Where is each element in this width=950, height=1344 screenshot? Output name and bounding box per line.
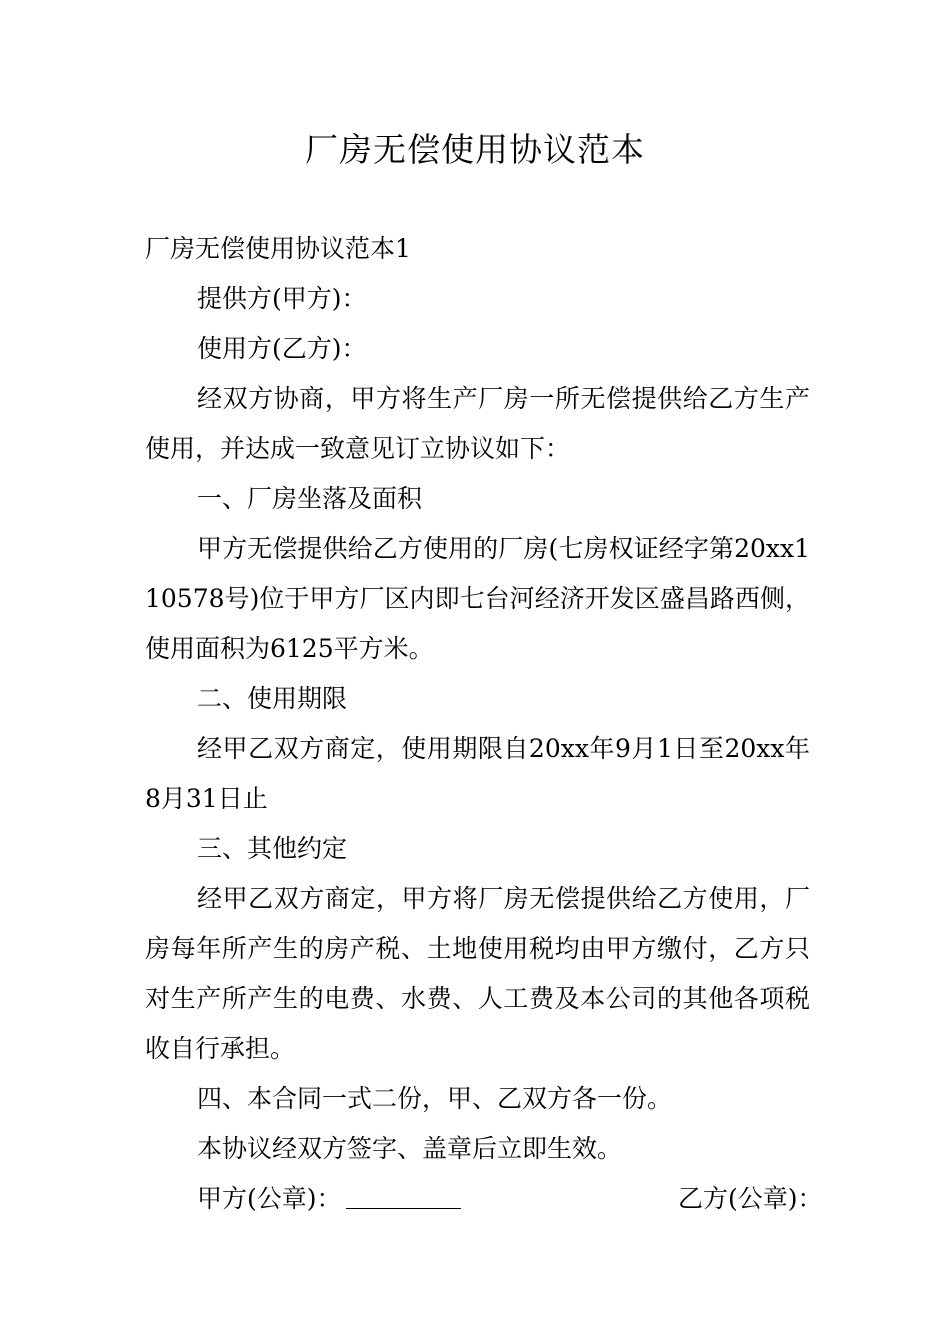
clause-other-paragraph: 经甲乙双方商定，甲方将厂房无偿提供给乙方使用，厂房每年所产生的房产税、土地使用税均由甲方缴付，乙方只对生产所产生的电费、水费、人工费及本公司的其他各项税收自行承担。 bbox=[145, 884, 810, 1063]
section-heading: 厂房无偿使用协议范本1 bbox=[145, 234, 411, 263]
clause-heading-term: 二、使用期限 bbox=[197, 684, 348, 713]
provider-party-line: 提供方(甲方)： bbox=[197, 284, 367, 313]
party-a-seal-label: 甲方(公章)： bbox=[197, 1184, 342, 1213]
user-party-line: 使用方(乙方)： bbox=[197, 334, 367, 363]
party-b-seal-label: 乙方(公章)： bbox=[678, 1184, 823, 1213]
signature-row bbox=[145, 1174, 823, 1224]
clause-heading-location: 一、厂房坐落及面积 bbox=[197, 484, 423, 513]
document-body bbox=[145, 224, 823, 1224]
party-a-signature-blank[interactable] bbox=[346, 1182, 461, 1209]
clause-location-paragraph: 甲方无偿提供给乙方使用的厂房(七房权证经字第20xx110578号)位于甲方厂区内即七台河经济开发区盛昌路西侧，使用面积为6125平方米。 bbox=[145, 534, 810, 663]
clause-term-paragraph: 经甲乙双方商定，使用期限自20xx年9月1日至20xx年8月31日止 bbox=[145, 734, 810, 813]
clause-copies-paragraph: 四、本合同一式二份，甲、乙双方各一份。 bbox=[197, 1084, 673, 1113]
clause-heading-other: 三、其他约定 bbox=[197, 834, 348, 863]
agreement-intro-paragraph: 经双方协商，甲方将生产厂房一所无偿提供给乙方生产使用，并达成一致意见订立协议如下： bbox=[145, 384, 810, 463]
document-title: 厂房无偿使用协议范本 bbox=[305, 130, 645, 169]
effective-paragraph: 本协议经双方签字、盖章后立即生效。 bbox=[197, 1134, 623, 1163]
party-a-signature bbox=[197, 1174, 461, 1224]
